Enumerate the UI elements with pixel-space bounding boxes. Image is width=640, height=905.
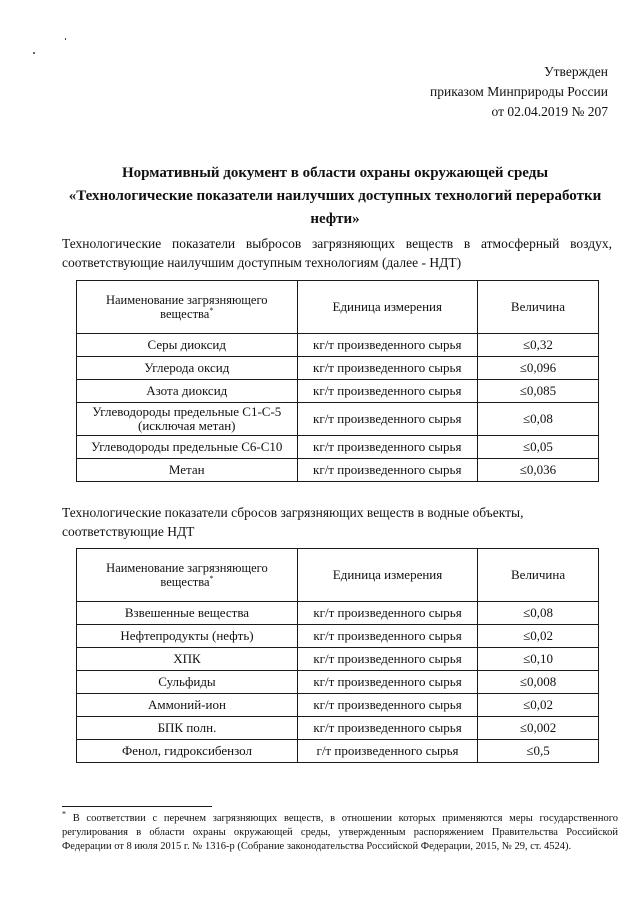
unit-cell: кг/т произведенного сырья — [297, 671, 477, 694]
document-title — [40, 162, 630, 231]
table-row — [77, 380, 599, 403]
pollutant-name: Серы диоксид — [77, 334, 298, 357]
header-unit: Единица измерения — [297, 281, 477, 334]
approval-line: Утвержден — [544, 64, 608, 79]
footnote-marker: * — [209, 305, 214, 315]
value-cell: ≤0,10 — [478, 648, 599, 671]
table-row — [77, 648, 599, 671]
pollutant-name: Фенол, гидроксибензол — [77, 740, 298, 763]
table-row — [77, 334, 599, 357]
unit-cell: кг/т произведенного сырья — [297, 436, 477, 459]
pollutant-name: ХПК — [77, 648, 298, 671]
scan-speck — [33, 52, 35, 54]
unit-cell: кг/т произведенного сырья — [297, 648, 477, 671]
table-row — [77, 694, 599, 717]
pollutant-name: Метан — [77, 459, 298, 482]
table-row — [77, 459, 599, 482]
pollutant-name: Азота диоксид — [77, 380, 298, 403]
footnote-text: В соответствии с перечнем загрязняющих веществ, в отношении которых применяются меры государственного регулирования в области охраны окружающей среды, утвержденным распоряжением Правительства Российской Федерации от 8 июля 2015 г. № 1316-р (Собрание законодательства Российской Федерации, 2015, № 29, ст. 4524). — [62, 813, 619, 852]
table-row — [77, 602, 599, 625]
value-cell: ≤0,002 — [478, 717, 599, 740]
unit-cell: кг/т произведенного сырья — [297, 459, 477, 482]
table-row — [77, 436, 599, 459]
approval-block — [430, 62, 608, 122]
table-row — [77, 403, 599, 436]
pollutant-name: БПК полн. — [77, 717, 298, 740]
water-discharges-intro: Технологические показатели сбросов загрязняющих веществ в водные объекты, соответствующие НДТ — [62, 505, 524, 539]
unit-cell: кг/т произведенного сырья — [297, 717, 477, 740]
pollutant-name: Углерода оксид — [77, 357, 298, 380]
value-cell: ≤0,096 — [477, 357, 598, 380]
table-row — [77, 357, 599, 380]
header-pollutant-name: Наименование загрязняющего вещества* — [77, 549, 298, 602]
footnote-divider — [62, 806, 212, 807]
value-cell: ≤0,08 — [478, 602, 599, 625]
pollutant-name: Сульфиды — [77, 671, 298, 694]
pollutant-name: Взвешенные вещества — [77, 602, 298, 625]
air-emissions-intro: Технологические показатели выбросов загрязняющих веществ в атмосферный воздух, соответствующие наилучшим доступным технологиям (далее - НДТ) — [62, 236, 612, 270]
unit-cell: кг/т произведенного сырья — [297, 380, 477, 403]
pollutant-name: Углеводороды предельные С6-С10 — [77, 436, 298, 459]
value-cell: ≤0,008 — [478, 671, 599, 694]
table-header-row — [77, 549, 599, 602]
title-line: «Технологические показатели наилучших доступных технологий переработки — [68, 188, 602, 204]
pollutant-name: Нефтепродукты (нефть) — [77, 625, 298, 648]
unit-cell: кг/т произведенного сырья — [297, 694, 477, 717]
table-row — [77, 740, 599, 763]
unit-cell: кг/т произведенного сырья — [297, 357, 477, 380]
title-line: нефти» — [310, 211, 360, 227]
value-cell: ≤0,32 — [477, 334, 598, 357]
value-cell: ≤0,02 — [478, 625, 599, 648]
value-cell: ≤0,05 — [477, 436, 598, 459]
footnote-marker: * — [209, 573, 214, 583]
title-line: Нормативный документ в области охраны окружающей среды — [121, 165, 549, 181]
unit-cell: кг/т произведенного сырья — [297, 602, 477, 625]
scan-speck — [65, 38, 66, 40]
unit-cell: г/т произведенного сырья — [297, 740, 477, 763]
footnote — [62, 809, 619, 854]
header-value: Величина — [477, 281, 598, 334]
footnote-marker: * — [62, 809, 66, 819]
pollutant-name: Аммоний-ион — [77, 694, 298, 717]
value-cell: ≤0,02 — [478, 694, 599, 717]
unit-cell: кг/т произведенного сырья — [297, 334, 477, 357]
value-cell: ≤0,08 — [477, 403, 598, 436]
air-emissions-table — [76, 280, 599, 482]
table-header-row — [77, 281, 599, 334]
table-row — [77, 671, 599, 694]
unit-cell: кг/т произведенного сырья — [297, 403, 477, 436]
value-cell: ≤0,085 — [477, 380, 598, 403]
table-row — [77, 625, 599, 648]
water-discharges-table — [76, 548, 599, 763]
table-row — [77, 717, 599, 740]
value-cell: ≤0,036 — [477, 459, 598, 482]
header-unit: Единица измерения — [297, 549, 477, 602]
value-cell: ≤0,5 — [478, 740, 599, 763]
pollutant-name: Углеводороды предельные С1-С-5 (исключая метан) — [77, 403, 298, 436]
header-value: Величина — [478, 549, 599, 602]
approval-line: приказом Минприроды России — [430, 84, 608, 99]
header-pollutant-name: Наименование загрязняющего вещества* — [77, 281, 298, 334]
unit-cell: кг/т произведенного сырья — [297, 625, 477, 648]
approval-line: от 02.04.2019 № 207 — [491, 104, 608, 119]
